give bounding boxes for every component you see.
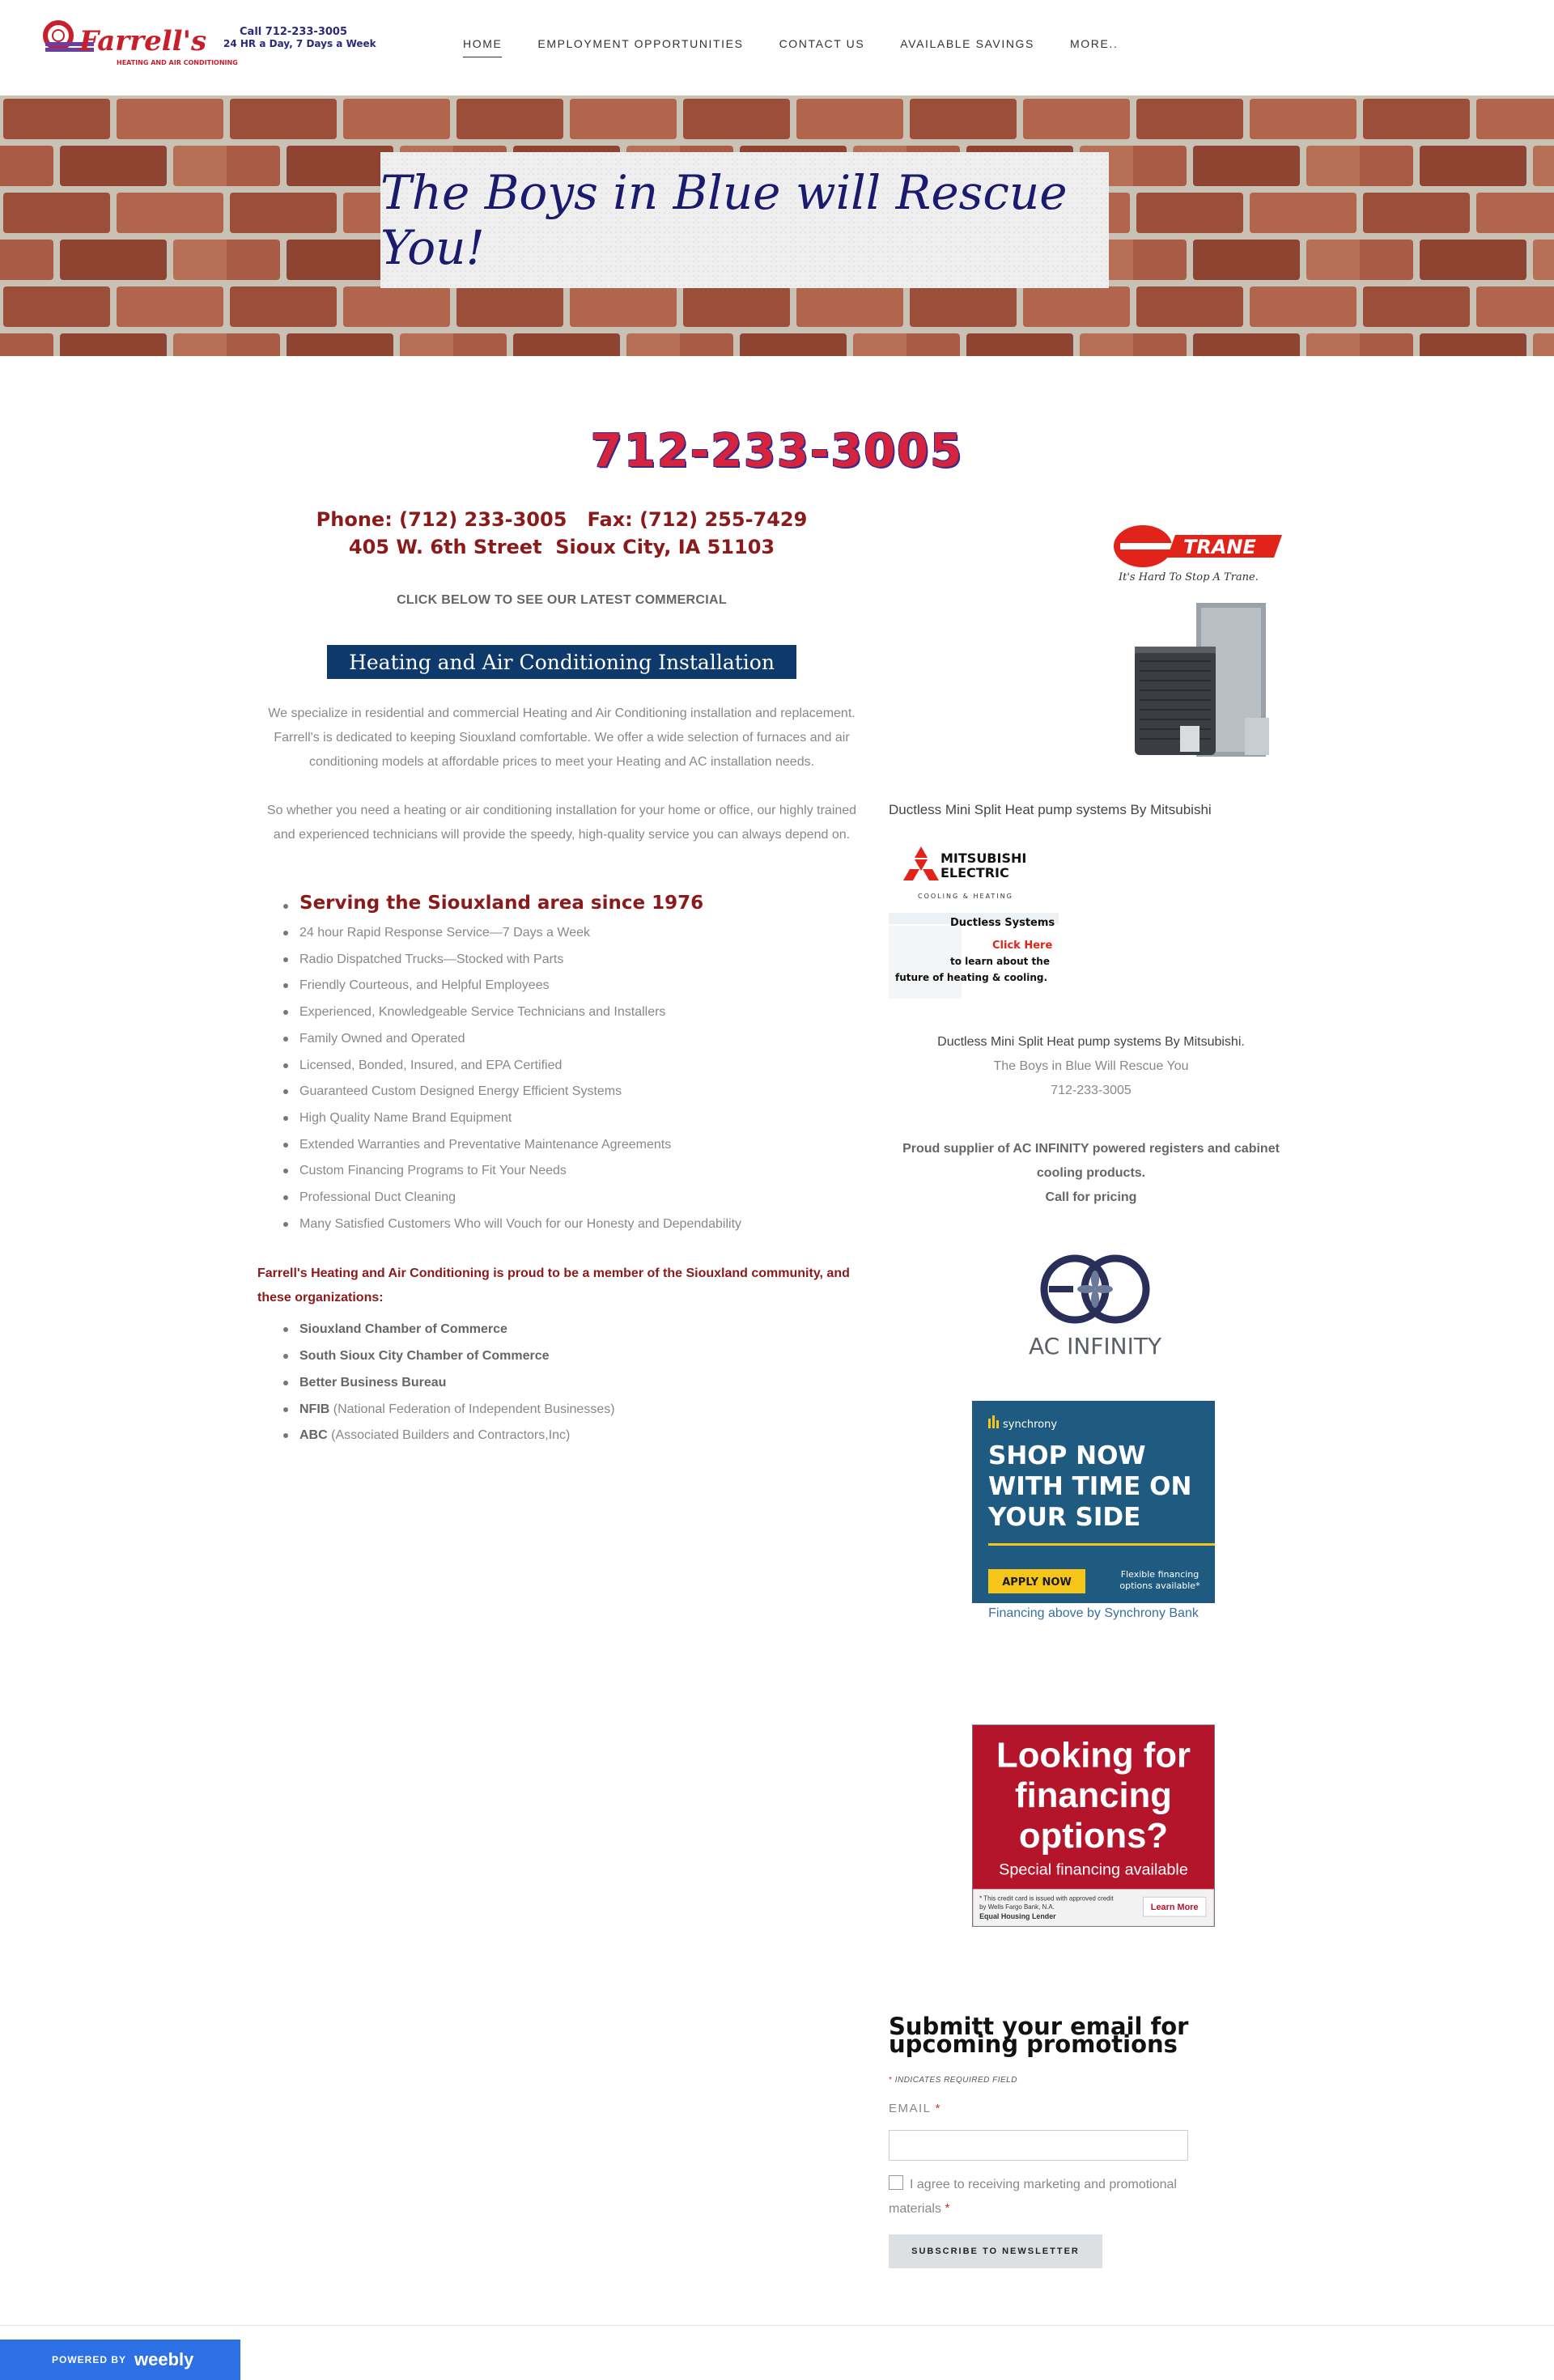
trane-name: TRANE — [1183, 536, 1256, 558]
wf-head-3: options? — [1018, 1815, 1169, 1856]
list-item: Guaranteed Custom Designed Energy Efficient Systems — [299, 1079, 866, 1105]
required-note-text: INDICATES REQUIRED FIELD — [894, 2076, 1017, 2085]
synchrony-caption[interactable]: Financing above by Synchrony Bank — [988, 1606, 1199, 1620]
nav-home[interactable]: HOME — [463, 37, 502, 57]
list-item — [299, 1317, 866, 1343]
trane-tagline: It's Hard To Stop A Trane. — [1119, 571, 1259, 583]
list-item: Professional Duct Cleaning — [299, 1185, 866, 1211]
features-heading: Serving the Siouxland area since 1976 — [299, 893, 866, 914]
org-detail: (Associated Builders and Contractors,Inc) — [327, 1428, 571, 1443]
newsletter-title: Submitt your email for upcoming promotions — [889, 2013, 1189, 2058]
list-item: Many Satisfied Customers Who will Vouch for our Honesty and Dependability — [299, 1211, 866, 1238]
nav-employment[interactable]: EMPLOYMENT OPPORTUNITIES — [537, 37, 744, 50]
mitsubishi-ductless: Ductless Systems — [950, 917, 1055, 929]
site-header — [0, 0, 1554, 95]
weebly-badge[interactable] — [0, 2340, 240, 2380]
wf-head-2: financing — [1015, 1775, 1172, 1816]
farrells-logo-graphic — [42, 18, 253, 74]
agree-checkbox[interactable] — [889, 2175, 903, 2190]
features-list — [257, 893, 866, 1237]
nav-more[interactable]: MORE.. — [1069, 37, 1119, 50]
mitsubishi-caption-2: Ductless Mini Split Heat pump systems By Mitsubishi. — [937, 1035, 1245, 1049]
required-note: * INDICATES REQUIRED FIELD — [889, 2076, 1017, 2085]
call-info — [223, 26, 376, 49]
nav-savings[interactable]: AVAILABLE SAVINGS — [900, 37, 1034, 50]
trane-units-image — [1123, 596, 1277, 766]
mitsubishi-brand-1: MITSUBISHI — [940, 851, 1027, 866]
org-name: South Sioux City Chamber of Commerce — [299, 1349, 550, 1364]
list-item — [299, 1370, 866, 1397]
email-field[interactable] — [889, 2130, 1188, 2161]
synchrony-flex-2: options available* — [1119, 1580, 1200, 1591]
list-item: Radio Dispatched Trucks—Stocked with Parts — [299, 947, 866, 974]
org-name: NFIB — [299, 1402, 330, 1416]
mitsubishi-learn-1: to learn about the — [950, 956, 1050, 967]
ac-infinity-logo-text: AC INFINITY — [1028, 1333, 1162, 1360]
sidebar-phone: 712-233-3005 — [1051, 1084, 1132, 1097]
trane-logo[interactable] — [1112, 520, 1282, 593]
email-label-text: EMAIL — [889, 2102, 931, 2115]
list-item — [299, 1423, 866, 1449]
address-line: 405 W. 6th Street Sioux City, IA 51103 — [348, 536, 775, 558]
email-label: EMAIL * — [889, 2102, 941, 2115]
ac-infinity-supplier: Proud supplier of AC INFINITY powered registers and cabinet cooling products. — [902, 1142, 1280, 1180]
powered-by-text: POWERED BY — [52, 2354, 127, 2365]
hero-banner — [0, 95, 1554, 356]
mitsubishi-info — [889, 1030, 1293, 1103]
synchrony-ad[interactable] — [972, 1401, 1215, 1603]
wf-fine-3: Equal Housing Lender — [979, 1912, 1056, 1921]
mitsubishi-ad[interactable] — [889, 842, 1059, 1012]
org-detail: (National Federation of Independent Businesses) — [329, 1402, 615, 1416]
organizations-list — [257, 1317, 866, 1449]
list-item: Custom Financing Programs to Fit Your Needs — [299, 1158, 866, 1185]
agree-text: I agree to receiving marketing and promotional materials — [889, 2178, 1177, 2216]
wells-fargo-financing-ad[interactable] — [972, 1725, 1215, 1927]
ac-infinity-logo[interactable] — [1010, 1250, 1180, 1364]
wf-fine-2: by Wells Fargo Bank, N.A. — [979, 1903, 1055, 1911]
farrells-logo[interactable] — [42, 18, 253, 74]
list-item — [299, 1397, 866, 1423]
service-paragraph: So whether you need a heating or air conditioning installation for your home or office, our highly trained and experienced technicians will provide the speedy, high-quality service you can always depend on. — [266, 804, 857, 842]
wf-fine-1: * This credit card is issued with approved credit — [979, 1894, 1114, 1903]
mitsubishi-click-here: Click Here — [992, 940, 1053, 952]
synchrony-flex-1: Flexible financing — [1120, 1569, 1199, 1580]
org-name: ABC — [299, 1428, 328, 1443]
agree-consent: I agree to receiving marketing and promotional materials * — [889, 2173, 1196, 2221]
list-item: High Quality Name Brand Equipment — [299, 1105, 866, 1132]
list-item: Extended Warranties and Preventative Maintenance Agreements — [299, 1132, 866, 1159]
list-item: 24 hour Rapid Response Service—7 Days a Week — [299, 920, 866, 947]
list-item: Family Owned and Operated — [299, 1026, 866, 1053]
installation-heading: Heating and Air Conditioning Installation — [327, 645, 796, 679]
wf-learn-more: Learn More — [1150, 1903, 1199, 1913]
list-item: Licensed, Bonded, Insured, and EPA Certified — [299, 1053, 866, 1080]
synchrony-head-1: SHOP NOW — [988, 1441, 1146, 1470]
mitsubishi-caption: Ductless Mini Split Heat pump systems By Mitsubishi — [889, 802, 1212, 817]
synchrony-head-3: YOUR SIDE — [988, 1503, 1141, 1532]
big-phone-number[interactable]: 712-233-3005 — [590, 425, 964, 477]
call-hours: 24 HR a Day, 7 Days a Week — [223, 38, 376, 49]
membership-heading: Farrell's Heating and Air Conditioning is proud to be a member of the Siouxland community, and these organizations: — [257, 1266, 850, 1305]
main-content — [257, 506, 866, 1449]
footer-divider — [0, 2325, 1554, 2326]
mitsubishi-brand-2: ELECTRIC — [940, 865, 1009, 880]
list-item: Friendly Courteous, and Helpful Employees — [299, 973, 866, 999]
weebly-logo-text: weebly — [134, 2349, 194, 2369]
ac-infinity-info — [889, 1137, 1293, 1210]
mitsubishi-learn-2: future of heating & cooling. — [895, 972, 1048, 983]
mitsubishi-brand-3: COOLING & HEATING — [918, 893, 1013, 900]
synchrony-brand: synchrony — [1003, 1419, 1058, 1431]
main-nav — [463, 37, 1153, 57]
synchrony-apply-now: APPLY NOW — [1002, 1576, 1072, 1589]
wf-special: Special financing available — [999, 1860, 1188, 1879]
phone-fax-line: Phone: (712) 233-3005 Fax: (712) 255-7429 — [316, 508, 808, 531]
logo-text: Farrell's — [79, 25, 207, 57]
logo-subtext: HEATING AND AIR CONDITIONING — [117, 59, 238, 66]
commercial-cta[interactable]: CLICK BELOW TO SEE OUR LATEST COMMERCIAL — [397, 593, 727, 607]
banner-title: The Boys in Blue will Rescue You! — [380, 165, 1068, 275]
intro-paragraph: We specialize in residential and commercial Heating and Air Conditioning installation and replacement. Farrell's is dedicated to keeping Siouxland comfortable. We offer a wide selection of furnaces and air conditioning models at affordable prices to meet your Heating and AC installation needs. — [268, 706, 856, 769]
list-item: Experienced, Knowledgeable Service Technicians and Installers — [299, 999, 866, 1026]
nav-contact[interactable]: CONTACT US — [779, 37, 865, 50]
ac-infinity-pricing: Call for pricing — [1045, 1190, 1137, 1204]
wf-head-1: Looking for — [996, 1735, 1191, 1775]
subscribe-button[interactable]: SUBSCRIBE TO NEWSLETTER — [889, 2234, 1102, 2268]
call-number: Call 712-233-3005 — [240, 26, 347, 38]
org-name: Siouxland Chamber of Commerce — [299, 1322, 507, 1337]
synchrony-head-2: WITH TIME ON — [988, 1472, 1192, 1501]
banner-title-box — [380, 152, 1109, 288]
list-item — [299, 1343, 866, 1370]
rescue-tagline: The Boys in Blue Will Rescue You — [993, 1059, 1189, 1073]
org-name: Better Business Bureau — [299, 1375, 447, 1389]
